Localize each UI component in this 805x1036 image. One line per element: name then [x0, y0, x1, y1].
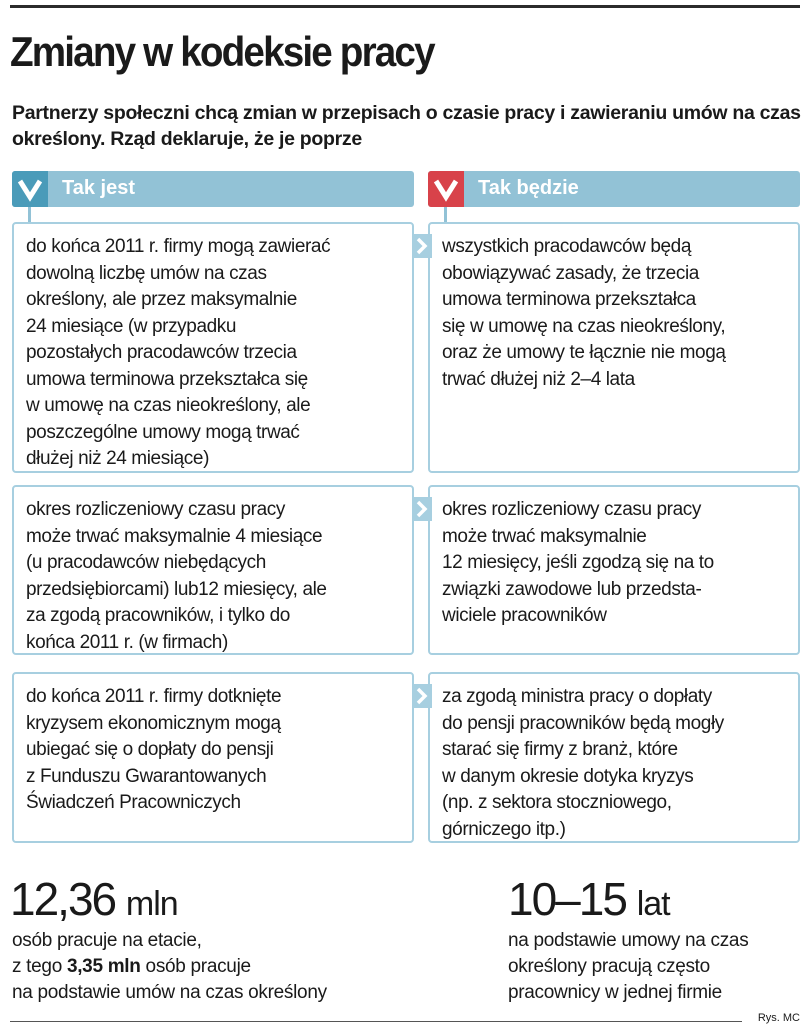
- footer-rule: [10, 1021, 742, 1022]
- connector: [28, 207, 31, 223]
- credit: Rys. MC: [757, 1012, 800, 1024]
- stat-employed: [10, 872, 178, 926]
- connector: [444, 207, 447, 223]
- stat-value: 10–15: [508, 873, 626, 925]
- chevron-right-icon: [412, 234, 432, 258]
- current-rule-box: do końca 2011 r. firmy mogą zawierać dowolną liczbę umów na czas określony, ale przez maksymalnie 24 miesiące (w przypadku pozostałych pracodawców trzecia umowa terminowa przekształca się w umowę na czas nieokreślony, ale poszczególne umowy mogą trwać dłużej niż 24 miesiące): [12, 222, 414, 473]
- column-label: Tak jest: [62, 177, 135, 199]
- future-rule-box: okres rozliczeniowy czasu pracy może trwać maksymalnie 12 miesięcy, jeśli zgodzą się na to związki zawodowe lub przedsta- wiciele pracowników: [428, 485, 800, 655]
- stat-text: osób pracuje na etacie, z tego: [12, 930, 202, 977]
- top-rule: [10, 5, 800, 8]
- column-label: Tak będzie: [478, 177, 579, 199]
- current-rule-box: do końca 2011 r. firmy dotknięte kryzysem ekonomicznym mogą ubiegać się o dopłaty do pensji z Funduszu Gwarantowanych Świadczeń Pracowniczych: [12, 672, 414, 843]
- column-header-now: [12, 171, 414, 207]
- stat-years-text: na podstawie umowy na czas określony pracują często pracownicy w jednej firmie: [508, 930, 749, 1003]
- stat-value: 12,36: [10, 873, 116, 925]
- future-rule-box: za zgodą ministra pracy o dopłaty do pensji pracowników będą mogły starać się firmy z branż, które w danym okresie dotyka kryzys (np. z sektora stoczniowego, górniczego itp.): [428, 672, 800, 843]
- future-rule-box: wszystkich pracodawców będą obowiązywać zasady, że trzecia umowa terminowa przekształca się w umowę na czas nieokreślony, oraz że umowy te łącznie nie mogą trwać dłużej niż 2–4 lata: [428, 222, 800, 473]
- stat-unit: lat: [636, 885, 670, 923]
- column-header-future: [428, 171, 800, 207]
- subtitle: Partnerzy społeczni chcą zmian w przepisach o czasie pracy i zawieraniu umów na czas określony. Rząd deklaruje, że je poprze: [12, 102, 801, 150]
- stat-employed-text: [12, 928, 327, 1006]
- stat-highlight: 3,35 mln: [66, 956, 141, 977]
- page-title: Zmiany w kodeksie pracy: [10, 28, 434, 75]
- chevron-down-icon: [12, 171, 48, 207]
- current-rule-box: okres rozliczeniowy czasu pracy może trwać maksymalnie 4 miesiące (u pracodawców niebędących przedsiębiorcami) lub12 miesięcy, ale za zgodą pracowników, i tylko do końca 2011 r. (w firmach): [12, 485, 414, 655]
- chevron-right-icon: [412, 684, 432, 708]
- stat-years: [508, 872, 670, 926]
- stat-unit: mln: [125, 885, 178, 923]
- chevron-down-icon: [428, 171, 464, 207]
- chevron-right-icon: [412, 497, 432, 521]
- stat-text: osób pracuje na podstawie umów na czas określony: [12, 956, 327, 1003]
